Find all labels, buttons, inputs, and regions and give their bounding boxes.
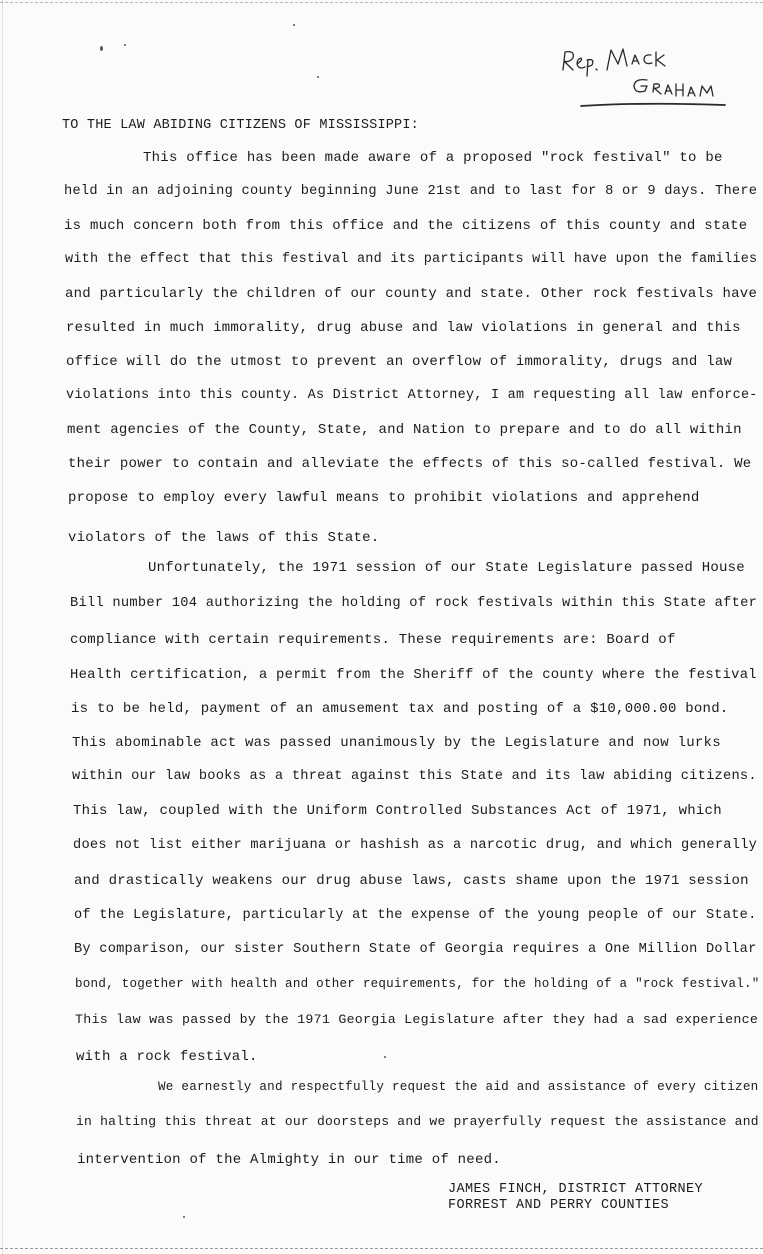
paragraph-line: does not list either marijuana or hashish as a narcotic drug, and which generally	[73, 838, 758, 853]
signature-office: FORREST AND PERRY COUNTIES	[448, 1198, 670, 1213]
page-top-edge	[0, 2, 763, 3]
scan-speck	[317, 76, 319, 78]
paragraph-line: with the effect that this festival and its participants will have upon the families	[65, 252, 758, 267]
paragraph-line: violations into this county. As District Attorney, I am requesting all law enforce-	[66, 388, 758, 403]
paragraph-line: Unfortunately, the 1971 session of our State Legislature passed House	[148, 560, 745, 576]
scan-speck	[293, 24, 295, 26]
paragraph-line: is much concern both from this office and the citizens of this county and state	[64, 218, 748, 234]
paragraph-line: By comparison, our sister Southern State of Georgia requires a One Million Dollar	[74, 942, 757, 957]
paragraph-line: of the Legislature, particularly at the expense of the young people of our State.	[74, 908, 757, 923]
page-left-edge	[2, 0, 3, 1254]
paragraph-line: Bill number 104 authorizing the holding of rock festivals within this State after	[70, 596, 758, 611]
paragraph-line: This abominable act was passed unanimously by the Legislature and now lurks	[72, 735, 721, 751]
paragraph-line: with a rock festival.	[76, 1049, 258, 1065]
scan-speck	[100, 46, 103, 51]
paragraph-line: is to be held, payment of an amusement tax and posting of a $10,000.00 bond.	[71, 701, 729, 717]
paragraph-line: We earnestly and respectfully request the aid and assistance of every citizen	[158, 1080, 759, 1094]
paragraph-line: office will do the utmost to prevent an overflow of immorality, drugs and law	[66, 354, 733, 370]
paragraph-line: bond, together with health and other requirements, for the holding of a "rock festival."	[75, 977, 760, 991]
paragraph-line: This law, coupled with the Uniform Controlled Substances Act of 1971, which	[73, 803, 722, 819]
paragraph-line: their power to contain and alleviate the effects of this so-called festival. We	[68, 456, 752, 472]
paragraph-line: resulted in much immorality, drug abuse and law violations in general and this	[66, 320, 741, 336]
paragraph-line: ment agencies of the County, State, and Nation to prepare and to do all within	[67, 422, 742, 438]
paragraph-line: Health certification, a permit from the Sheriff of the county where the festival	[70, 667, 757, 683]
handwritten-annotation	[555, 42, 745, 112]
signature-name: JAMES FINCH, DISTRICT ATTORNEY	[448, 1182, 704, 1197]
paragraph-line: and particularly the children of our county and state. Other rock festivals have	[65, 286, 758, 302]
scan-speck	[183, 1216, 185, 1218]
paragraph-line: intervention of the Almighty in our time of need.	[77, 1152, 501, 1168]
paragraph-line: in halting this threat at our doorsteps and we prayerfully request the assistance and	[76, 1114, 759, 1129]
scan-speck	[384, 1056, 386, 1058]
paragraph-line: violators of the laws of this State.	[68, 530, 380, 546]
paragraph-line: compliance with certain requirements. These requirements are: Board of	[70, 632, 676, 648]
handwritten-note-drawing	[555, 42, 745, 112]
paragraph-line: held in an adjoining county beginning June 21st and to last for 8 or 9 days. There	[64, 184, 758, 199]
paragraph-line: This office has been made aware of a proposed "rock festival" to be	[143, 150, 723, 166]
paragraph-line: This law was passed by the 1971 Georgia Legislature after they had a sad experience	[75, 1012, 759, 1027]
salutation: TO THE LAW ABIDING CITIZENS OF MISSISSIPPI:	[62, 118, 419, 133]
paragraph-line: within our law books as a threat against this State and its law abiding citizens.	[72, 769, 757, 784]
page-bottom-edge	[0, 1248, 763, 1249]
paragraph-line: and drastically weakens our drug abuse laws, casts shame upon the 1971 session	[74, 873, 749, 889]
scan-speck	[124, 44, 126, 46]
paragraph-line: propose to employ every lawful means to prohibit violations and apprehend	[68, 490, 700, 506]
